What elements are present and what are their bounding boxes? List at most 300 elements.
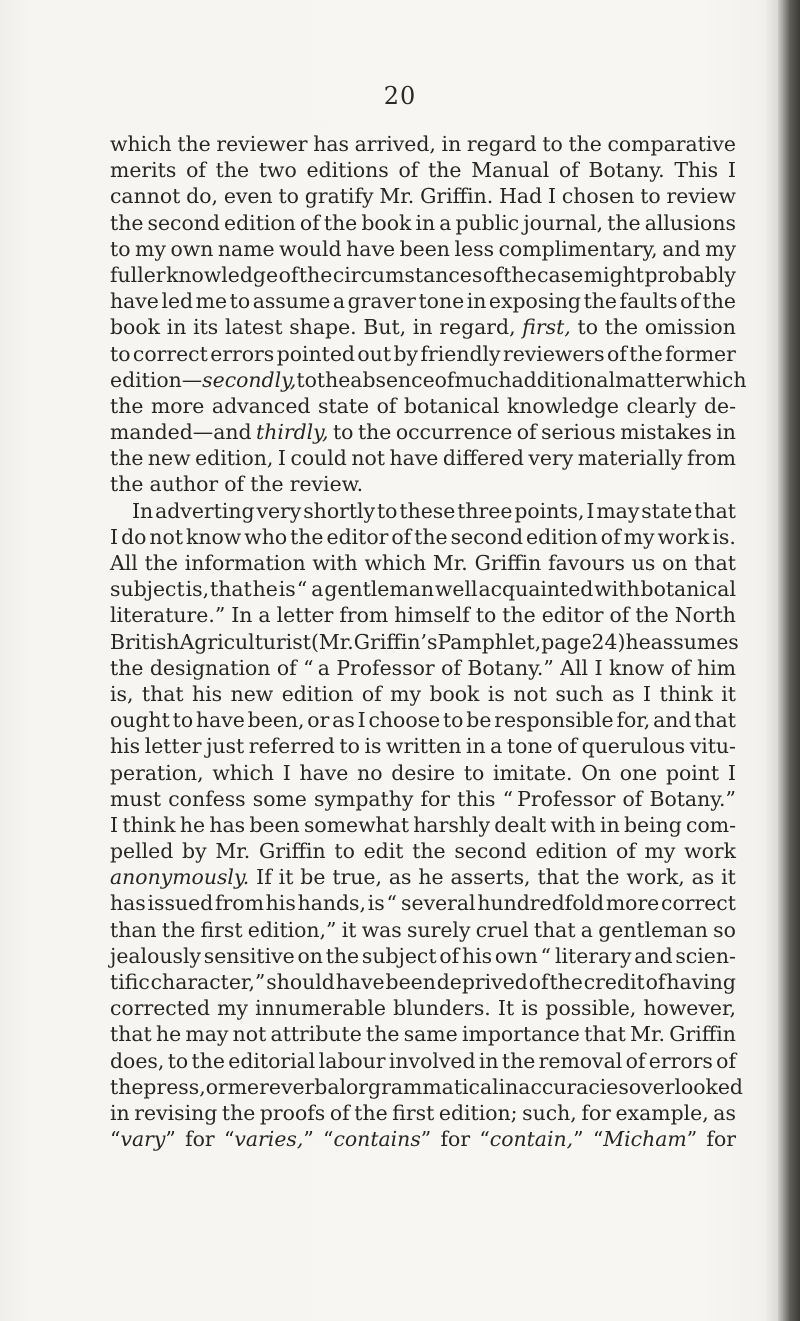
word: of [622,786,643,811]
word: sensitive [203,943,295,968]
word: as [611,681,635,706]
word: editorial [228,1048,316,1073]
word: imitate. [493,760,573,785]
word: gratify [304,184,374,209]
word: it [721,681,736,706]
word: errors [648,1048,713,1073]
text-line [110,681,736,707]
word: edition [526,524,598,549]
word: the [215,158,250,183]
word: “ [386,891,397,916]
word: several [401,891,476,916]
word: the [110,472,144,497]
word: that [694,708,736,733]
text-line [110,786,736,812]
word: the [414,524,448,549]
word-group [303,655,330,681]
word: just [206,734,245,759]
text-line [110,838,736,864]
word: the [323,210,358,235]
word: blunders. [393,996,491,1021]
word: advanced [211,393,311,418]
word: graver [347,289,416,314]
word: he [155,1022,182,1047]
word: referred [248,734,335,759]
word: edition— [110,367,203,392]
word: I [110,524,119,549]
word: to [577,315,598,340]
word: choose [368,708,441,733]
word: I [586,498,595,523]
word: this [457,786,496,811]
text-line [110,341,736,367]
word: I [357,708,366,733]
word: jealously [110,943,201,968]
word: subject [110,577,185,602]
word: de- [703,393,736,418]
text-line [110,969,736,995]
word: the [501,1048,536,1073]
word: no [357,760,383,785]
word: ” [165,1127,176,1152]
word: latest [224,315,283,340]
word: comparative [607,132,736,156]
spine-shadow [764,0,778,1321]
word: “ [303,655,314,680]
word: removal [538,1048,623,1073]
word: in [412,315,433,340]
word: Micham [603,1127,687,1152]
word: of [329,1100,350,1125]
word: regard, [439,315,516,340]
word: harshly [413,812,490,837]
word: more [150,393,205,418]
word: second [147,210,220,235]
word: of [439,943,460,968]
text-line [110,1048,736,1074]
text-line [110,498,736,524]
text-line [110,760,736,786]
word: peration, [110,760,204,785]
word: com- [686,812,736,837]
word: know [186,524,242,549]
word: my [135,236,166,261]
word: Mr. [379,184,415,209]
word: probably [644,262,736,287]
word: to [278,184,299,209]
word: a [439,210,452,235]
text-line [110,812,736,838]
word: to [172,708,194,733]
word: the [177,132,211,156]
word: that [537,865,580,890]
word: additional [511,367,616,392]
text-line [110,576,736,602]
word: know [609,655,665,680]
text-line [110,707,736,733]
word: materially [577,446,683,471]
word: first, [522,315,571,340]
word: vary [120,1127,166,1152]
word: pelled [110,839,174,864]
text-line [110,314,736,340]
word: I [594,655,603,680]
word: In [231,603,253,628]
word: my [217,996,248,1021]
word: issued [147,891,214,916]
word: not [232,1022,267,1047]
text-line [110,210,736,236]
word: assumes [650,629,739,654]
text-line [110,655,736,681]
word: ” [303,1127,314,1152]
word: the [250,472,284,497]
word: editor [541,603,604,628]
word: the [110,1074,144,1099]
word: it [721,865,736,890]
word: which [364,551,427,575]
word: assume [252,289,331,314]
text-line [110,419,736,445]
word: pointed [276,341,355,366]
word: in [466,289,487,314]
word: himself [394,603,470,628]
word: his [461,943,493,968]
word: in [600,812,620,837]
word: the [549,970,583,994]
word: Griffin [669,1022,736,1047]
word: of [615,839,636,864]
word: reviewer [216,132,308,156]
word: which [212,760,275,785]
word: is. [712,524,736,549]
word: is [487,681,505,706]
word: to [463,760,485,785]
word: faults [619,289,678,314]
word: the [221,1100,256,1125]
word: occurrence [395,420,513,445]
word: the [144,551,178,575]
word: the [357,420,392,445]
word: or [205,1074,228,1099]
word: the [161,917,196,942]
word: a [332,289,346,314]
word: been [399,236,450,261]
word: All [560,655,589,680]
word: “ [110,1127,121,1152]
word: circumstances [332,262,483,287]
word: his [110,734,141,759]
word: Botany.” [467,655,554,680]
word: case [537,262,584,287]
word: us [631,551,656,575]
word: such, [522,1100,577,1125]
book-spine-edge [778,0,800,1321]
word: as [332,708,355,733]
word: cannot [110,184,181,209]
word: I [282,760,291,785]
word: his [192,681,223,706]
word: it [341,917,357,942]
word: have [335,970,385,994]
word: is [367,891,385,916]
word: less [454,236,495,261]
word-group [706,1126,736,1152]
word: the [583,289,617,314]
word: literary [555,943,632,968]
word: This [674,158,719,183]
word: the [586,865,620,890]
word: 24) [591,629,626,654]
word: a [580,917,593,942]
word: contain, [489,1127,574,1152]
word: All [110,551,138,575]
word: that [694,498,736,523]
word: “ [479,1127,490,1152]
word: of [224,472,245,497]
word: information [184,551,306,575]
word: hundredfold [477,891,605,916]
word: chosen [561,184,635,209]
word: that [584,1022,626,1047]
word: of [600,524,621,549]
word: correct [661,891,736,916]
word: arrived, [354,132,436,156]
word: and [653,708,692,733]
word-group [503,786,616,812]
word: in [166,315,187,340]
word: having [666,970,736,994]
word: edition, [195,446,274,471]
word: has [209,812,246,837]
word-group [323,1126,431,1152]
word: Botany.” [649,786,736,811]
word: to [110,236,131,261]
word: for, [616,708,651,733]
word: have [346,236,396,261]
word: desire [391,760,456,785]
word: points, [514,498,585,523]
word: have [110,289,159,314]
word: of [391,524,412,549]
word: of [276,655,297,680]
text-line [110,943,736,969]
word: the [110,655,144,680]
word: the [412,839,446,864]
word: he [252,577,278,602]
word: the [366,1022,400,1047]
word: differed [442,446,524,471]
word: to [167,1048,189,1073]
word: friendly [420,341,501,366]
word: some [252,786,307,811]
word: public [455,210,520,235]
word: in [716,420,736,445]
word: my [390,681,422,706]
word: querulous [581,734,686,759]
text-line [110,393,736,419]
word: have [299,760,349,785]
word: “ [296,577,308,602]
word: attribute [270,1022,362,1047]
word: It [497,996,515,1021]
text-line [110,890,736,916]
word: very [256,498,302,523]
word: author [149,472,219,497]
word: hands, [297,891,366,916]
word: the [325,943,360,968]
word: former [665,341,736,366]
word: somewhat [303,812,410,837]
word: of [645,970,666,994]
word: tone [418,289,465,314]
word: scien- [675,943,736,968]
word-group [185,1126,215,1152]
word: favours [548,551,625,575]
word: designation [149,655,271,680]
word: second [454,839,527,864]
word: of [186,158,206,183]
word: point [665,760,720,785]
word: in [465,734,486,759]
word: of [376,393,397,418]
word: knowledge [166,262,279,287]
word: he [625,629,651,654]
word: allusions [644,210,736,235]
word: vitu- [689,734,736,759]
word: Mr. [432,551,468,575]
word: botanical [640,577,736,602]
word: to [334,839,355,864]
word: three [457,498,513,523]
word: could [290,446,347,471]
word: think [122,812,176,837]
word: more [605,891,660,916]
word: same [403,1022,458,1047]
text-line [110,1021,736,1047]
text-line [110,550,736,576]
word: I [277,446,286,471]
word: labour [318,1048,386,1073]
word: as [713,1100,736,1125]
word: North [674,603,736,628]
word: a [311,577,324,602]
word: omission [644,315,736,340]
word: “ [223,1127,235,1152]
word: been [385,970,436,994]
word: on [297,943,323,968]
word: may [596,498,640,523]
word: that [210,577,252,602]
word: to [332,420,354,445]
word: with [594,577,640,602]
word: from [215,891,264,916]
word: to [376,498,398,523]
word: the [290,524,324,549]
word: gentleman [324,577,434,602]
word: such [555,681,604,706]
word: Professor [517,786,616,811]
word: verbal [280,1074,347,1099]
word: of [528,970,549,994]
word: fuller [110,262,166,287]
text-line [110,236,736,262]
word: of [557,734,577,759]
word: of [361,681,382,706]
page-number: 20 [383,82,417,110]
word: in [110,1100,130,1125]
word: work, [626,865,685,890]
word: not [149,524,184,549]
word: the [604,315,639,340]
word: his [265,891,296,916]
word: for [706,1127,736,1152]
word: the [191,1048,225,1073]
word: or [307,708,330,733]
word: page [541,629,592,654]
word: In [132,498,154,523]
text-line [110,367,747,393]
word: the [502,603,536,628]
text-line [110,1100,736,1126]
word: on [662,551,688,575]
word: letter [276,603,334,628]
word: I [727,760,736,785]
word: may [185,1022,229,1047]
word: manded—and [110,420,252,445]
word: even [223,184,273,209]
word: Agriculturist [179,629,311,654]
word: “ [592,1127,604,1152]
word: is, [110,681,134,706]
word: adverting [155,498,255,523]
word: the [629,341,663,366]
word: proofs [259,1100,326,1125]
word: matter [615,367,685,392]
body-text [110,131,747,1152]
word: errors [210,341,275,366]
word: to [542,132,563,156]
word: new [147,446,191,471]
word: Mr. [215,839,251,864]
word: state [318,393,370,418]
text-line [110,445,736,471]
word: that [694,551,736,575]
word: book [429,681,480,706]
text-line [110,131,736,157]
word-group [541,943,632,969]
word: might [583,262,644,287]
word: do, [186,184,218,209]
word: be [466,708,492,733]
word-group [441,1126,471,1152]
word: On [581,760,612,785]
word: journal, [523,210,604,235]
word: do [121,524,147,549]
word: If [256,865,272,890]
text-line [110,1074,743,1100]
word: for [420,786,451,811]
word: I [547,184,557,209]
word: book [110,315,160,340]
word: the [607,210,641,235]
word: of [716,1048,736,1073]
word: by [182,839,207,864]
word: the [354,1100,388,1125]
word: out [357,341,392,366]
word: my [644,839,676,864]
word: it [278,865,294,890]
